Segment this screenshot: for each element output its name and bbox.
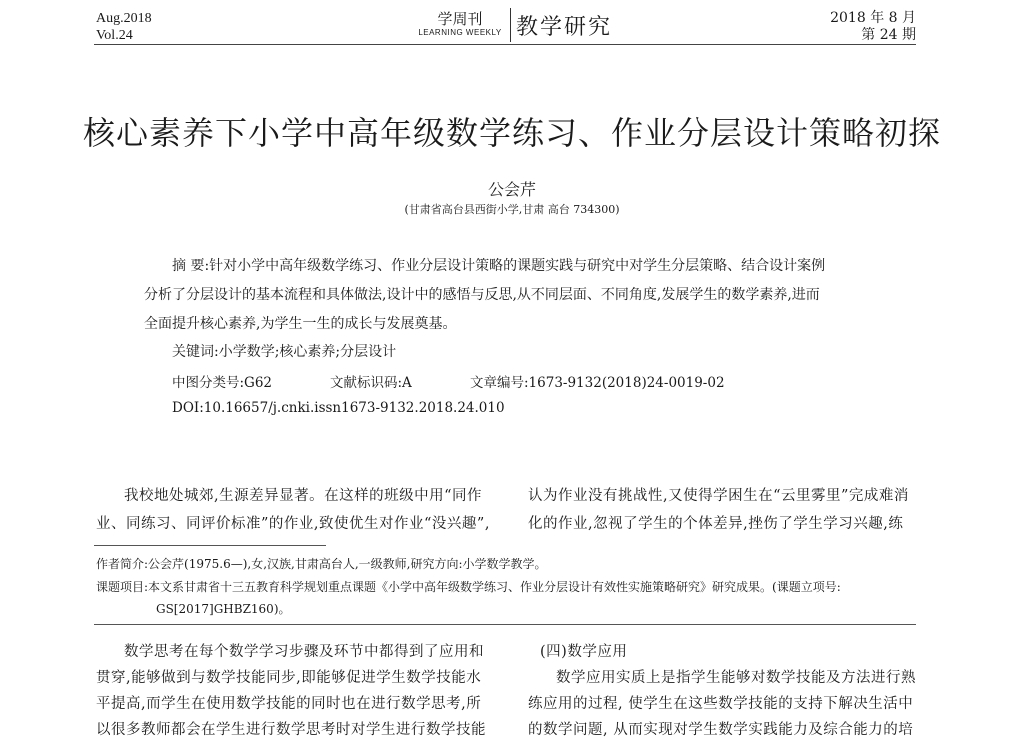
keywords: 关键词:小学数学;核心素养;分层设计 <box>172 344 397 360</box>
header-right <box>830 10 916 44</box>
body-left-line-5: 平提高,而学生在使用数学技能的同时也在进行数学思考,所 <box>96 696 482 712</box>
header-volume: Vol.24 <box>96 28 133 43</box>
body-right-line-1: 认为作业没有挑战性,又使得学困生在“云里雾里”完成难消 <box>528 488 909 504</box>
header-issue: 第 24 期 <box>861 27 916 43</box>
header-divider <box>510 8 511 42</box>
section-name: 教学研究 <box>516 15 613 40</box>
footnote-rule <box>94 545 326 546</box>
abstract-line-3: 全面提升核心素养,为学生一生的成长与发展奠基。 <box>144 316 457 332</box>
project-note-1: 课题项目:本文系甘肃省十三五教育科学规划重点课题《小学中高年级数学练习、作业分层设计有效性实施策略研究》研究成果。(课题立项号: <box>96 580 841 594</box>
journal-logo <box>410 10 510 37</box>
journal-name-en: LEARNING WEEKLY <box>418 28 502 37</box>
article-number: 文章编号:1673-9132(2018)24-0019-02 <box>470 375 725 391</box>
body-right-line-2: 化的作业,忽视了学生的个体差异,挫伤了学生学习兴趣,练 <box>528 516 904 532</box>
body-right-line-3: 数学应用实质上是指学生能够对数学技能及方法进行熟 <box>556 670 916 686</box>
classification-number: 中图分类号:G62 <box>172 375 273 391</box>
body-left-line-4: 贯穿,能够做到与数学技能同步,即能够促进学生数学技能水 <box>96 670 482 686</box>
body-left-line-1: 我校地处城郊,生源差异显著。在这样的班级中用“同作 <box>124 488 483 504</box>
body-left-line-2: 业、同练习、同评价标准”的作业,致使优生对作业“没兴趣”, <box>96 516 490 532</box>
article-title: 核心素养下小学中高年级数学练习、作业分层设计策略初探 <box>82 114 941 152</box>
header-date-cn: 2018 年 8 月 <box>830 10 916 26</box>
article-author: 公会芹 <box>487 180 536 199</box>
document-code: 文献标识码:A <box>330 375 412 391</box>
body-left-line-6: 以很多教师都会在学生进行数学思考时对学生进行数学技能 <box>96 722 486 738</box>
body-right-line-4: 练应用的过程, 使学生在这些数学技能的支持下解决生活中 <box>528 696 914 712</box>
abstract-line-2: 分析了分层设计的基本流程和具体做法,设计中的感悟与反思,从不同层面、不同角度,发展学生的数学素养,进而 <box>144 287 820 303</box>
author-affiliation: (甘肃省高台县西街小学,甘肃 高台 734300) <box>404 203 620 216</box>
header-date-en: Aug.2018 <box>96 11 152 26</box>
author-bio: 作者简介:公会芹(1975.6—),女,汉族,甘肃高台人,一级教师,研究方向:小学数学教学。 <box>96 557 547 571</box>
abstract-line-1: 摘 要:针对小学中高年级数学练习、作业分层设计策略的课题实践与研究中对学生分层策略、结合设计案例 <box>172 258 826 274</box>
header-rule <box>94 44 916 45</box>
section-heading-math-application: (四)数学应用 <box>540 644 628 660</box>
header-left <box>96 10 152 44</box>
project-note-2: GS[2017]GHBZ160)。 <box>156 602 291 616</box>
doi: DOI:10.16657/j.cnki.issn1673-9132.2018.24.010 <box>172 400 505 416</box>
journal-name-cn: 学周刊 <box>437 10 483 28</box>
body-left-line-3: 数学思考在每个数学学习步骤及环节中都得到了应用和 <box>124 644 484 660</box>
footnote-bottom-rule <box>94 624 916 625</box>
body-right-line-5: 的数学问题, 从而实现对学生数学实践能力及综合能力的培 <box>528 722 914 738</box>
